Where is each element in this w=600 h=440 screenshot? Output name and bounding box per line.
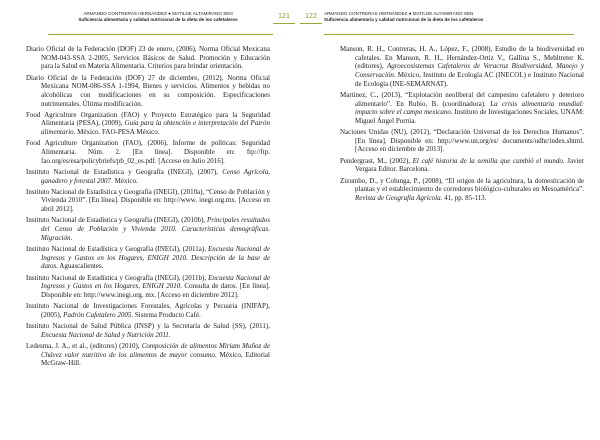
reference-text: . Sistema Producto Café. xyxy=(131,310,201,319)
reference-text: . México, Instituto de Ecología AC (INECOL) e Instituto Nacional de Ecología (INE-SEMARNAT). xyxy=(355,70,584,88)
reference-title: Revista de Geografía Agrícola xyxy=(355,193,441,202)
reference-entry xyxy=(340,91,584,126)
reference-text: Food Agriculture Organization (FAO) y Proyecto Estratégico para la Seguridad Alimentaria (PESA), (2009), xyxy=(26,110,270,128)
reference-text: . Instituto de Investigaciones Sociales, UNAM: Miguel Ángel Porrúa. xyxy=(355,108,584,125)
reference-title: Censo Agrícola, ganadero y forestal 2007 xyxy=(41,167,271,185)
right-header-authors: ARMANDO CONTRERAS HERNÁNDEZ ● MATILDE ALTAMIRANO SEN xyxy=(324,11,474,16)
reference-text: . Javier Vergara Editor. Barcelona. xyxy=(355,156,584,174)
reference-entry xyxy=(26,216,270,242)
reference-text: Instituto Nacional de Estadística y Geografía (INEGI), (2011a), xyxy=(26,244,208,253)
reference-entry xyxy=(26,274,270,300)
right-page xyxy=(300,0,600,440)
left-reference-list xyxy=(26,45,270,370)
reference-title: Encuesta Nacional de Ingresos y Gastos en los Hogares, ENIGH 2010. Descripción de la base de datos xyxy=(41,244,270,271)
right-header-subtitle: Suficiencia alimentaria y calidad nutricional de la dieta de los cafetaleros xyxy=(324,17,484,22)
reference-title: El café historia de la semilla que cambió el mundo xyxy=(412,156,563,165)
reference-entry xyxy=(26,139,270,165)
reference-title: Agroecosistemas Cafetaleros de Veracruz Biodiversidad, Manejo y Conservación xyxy=(355,62,584,79)
reference-entry xyxy=(26,245,270,271)
reference-text: Ledesma, J. A., et al., (editores) (2010), xyxy=(26,341,142,350)
reference-text: Naciones Unidas (NU), (2012), “Declaración Universal de los Derechos Humanos”. [En línea]. Disponible en: http://www.un.org/es/ documents/udhr/index.shtml. [Acceso en diciembre de 2013]. xyxy=(340,128,584,154)
reference-text: . 41, pp. 85-113. xyxy=(440,193,487,202)
left-page-number: 121 xyxy=(273,10,295,24)
reference-entry xyxy=(340,45,584,88)
reference-title: La crisis alimentaria mundial: impacto sobre el campo mexicano xyxy=(355,99,584,117)
reference-text: . xyxy=(168,330,171,339)
reference-entry xyxy=(340,157,584,174)
reference-title: Composición de alimentos Miriam Muñoz de Chávez valor nutritivo de los alimentos de mayor consumo xyxy=(41,341,270,359)
reference-text: Instituto Nacional de Estadística y Geografía (INEGI), (2010b), xyxy=(26,216,207,225)
reference-entry xyxy=(26,168,270,185)
reference-text: Instituto Nacional de Estadística y Geografía (INEGI), (2007), xyxy=(26,167,223,176)
reference-text: Instituto Nacional de Estadística y Geografía (INEGI), (2011b), xyxy=(26,273,209,282)
reference-text: Food Agriculture Organization (FAO), (2006), Informe de políticas: Seguridad Alimentaria. Núm. 2. [En línea]. Disponible en: ftp://ftp. fao.org/es/esa/policybriefs/pb_02_es.pdf. [Acceso en Julio 2016]. xyxy=(26,139,270,165)
reference-entry xyxy=(340,128,584,154)
left-header-rule xyxy=(48,34,273,35)
right-reference-list xyxy=(340,45,584,205)
reference-text: Manson, R. H., Contreras, H. A., López, F., (2008), Estudio de la biodiversidad en cafetales. En Manson, R. H., Hernández-Ortiz V., Gallina S., Mehltreter K. (editores), xyxy=(340,45,584,71)
reference-text: . xyxy=(70,233,73,242)
reference-title: Padrón Cafetalero 2005 xyxy=(63,310,132,319)
reference-text: . México. xyxy=(111,176,138,185)
reference-text: Martínez, C., (2013), “Explotación neoliberal del campesino cafetalero y deterioro alimentario”. En Rubio, B. (coordinadora). xyxy=(340,90,584,108)
reference-title: Encuesta Nacional de Salud y Nutrición 2011 xyxy=(41,330,169,339)
reference-entry xyxy=(340,177,584,203)
reference-entry xyxy=(26,74,270,109)
left-header-subtitle: Suficiencia alimentaria y calidad nutricional de la dieta de los cafetaleros xyxy=(78,17,238,22)
reference-title: Principales resultados del Censo de Población y Vivienda 2010. Características demográficas. Migración xyxy=(41,216,270,242)
reference-text: Zizumbo, D., y Colunga, P., (2008), “El origen de la agricultura, la domesticación de plantas y el establecimiento de corredores biológico-culturales en Mesoamérica”. xyxy=(340,176,584,194)
reference-text: Diario Oficial de la Federación (DOF) 23 de enero, (2006), Norma Oficial Mexicana NOM-043-SSA 2-2005, Servicios Básicos de Salud. Promoción y Educación para la Salud en Materia Alimentaria. Criterios para brindar orientación. xyxy=(26,45,270,71)
reference-entry xyxy=(26,342,270,368)
reference-text: . Aguascalientes. xyxy=(56,262,104,271)
reference-entry xyxy=(26,322,270,339)
reference-text: Instituto Nacional de Investigaciones Forestales, Agrícolas y Pecuaria (INIFAP), (2005), xyxy=(26,302,270,319)
reference-entry xyxy=(26,302,270,319)
reference-entry xyxy=(26,111,270,137)
reference-text: Instituto Nacional de Salud Pública (INSP) y la Secretaría de Salud (SS), (2011), xyxy=(26,321,270,330)
right-page-number: 122 xyxy=(300,10,322,24)
left-header-authors: ARMANDO CONTRERAS HERNÁNDEZ ● MATILDE ALTAMIRANO SEN xyxy=(83,11,233,16)
reference-text: . México, Editorial McGraw-Hill. xyxy=(41,350,270,368)
reference-text: Pendergrast, M., (2002), xyxy=(340,156,413,165)
reference-text: . Consulta de datos. [En línea]. Disponible en: http://www.inegi.org. mx. [Acceso en diciembre 2012]. xyxy=(41,282,270,299)
reference-text: . México. FAO-PESA México. xyxy=(73,128,160,137)
reference-text: Diario Oficial de la Federación (DOF) 27 de diciembre, (2012), Norma Oficial Mexicana NOM-086-SSA 1-1994, Bienes y servicios. Alimentos y bebidas no alcohólicas con modificaciones en su composición. Especificaciones nutrimentales. Última modificación. xyxy=(26,73,270,108)
reference-entry xyxy=(26,45,270,71)
reference-title: Guía para la obtención e interpretación del Patrón alimentario xyxy=(41,119,270,137)
right-header-rule xyxy=(324,34,574,35)
reference-text: Instituto Nacional de Estadística y Geografía (INEGI), (2010a), “Censo de Población y Vivienda 2010”. [En línea]. Disponible en: http://www. inegi.org.mx. [Acceso en abril 2012]. xyxy=(26,187,270,214)
reference-entry xyxy=(26,188,270,214)
reference-title: Encuesta Nacional de Ingresos y Gastos en los Hogares, ENIGH 2010 xyxy=(41,273,270,291)
